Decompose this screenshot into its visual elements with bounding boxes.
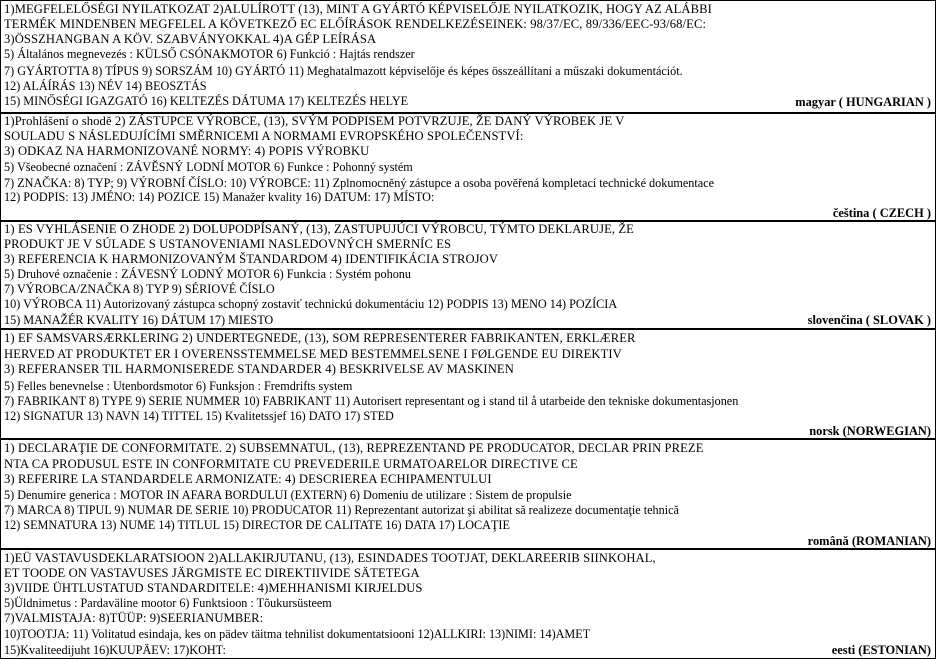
slovak-line-2: PRODUKT JE V SÚLADE S USTANOVENIAMI NASLEDOVNÝCH SMERNÍC ES bbox=[4, 237, 452, 251]
hungarian-line-2: TERMÉK MINDENBEN MEGFELEL A KÖVETKEZŐ EC ELŐÍRÁSOK RENDELKEZÉSEINEK: 98/37/EC, 89/336/EEC-93/68/EC: bbox=[4, 17, 707, 31]
norwegian-line-6: 12) SIGNATUR 13) NAVN 14) TITTEL 15) Kvalitetssjef 16) DATO 17) STED bbox=[4, 409, 394, 423]
language-label-slovak: slovenčina ( SLOVAK ) bbox=[807, 313, 931, 327]
slovak-line-1: 1) ES VYHLÁSENIE O ZHODE 2) DOLUPODPÍSANÝ, (13), ZASTUPUJÚCI VÝROBCU, TÝMTO DEKLARUJE, ŽE bbox=[4, 222, 634, 236]
estonian-line-2: ET TOODE ON VASTAVUSES JÄRGMISTE EC DIREKTIIVIDE SÄTETEGA bbox=[4, 566, 420, 580]
section-slovak bbox=[1, 220, 935, 328]
hungarian-line-3: 3)ÖSSZHANGBAN A KÖV. SZABVÁNYOKKAL 4)A GÉP LEÍRÁSA bbox=[4, 32, 377, 46]
section-estonian bbox=[1, 548, 935, 658]
estonian-line-6: 10)TOOTJA: 11) Volitatud esindaja, kes on pädev täitma tehnilist dokumentatsiooni 12)ALLKIRI: 13)NIMI: 14)AMET bbox=[4, 627, 591, 641]
slovak-line-3: 3) REFERENCIA K HARMONIZOVANÝM ŠTANDARDOM 4) IDENTIFIKÁCIA STROJOV bbox=[4, 252, 499, 266]
romanian-line-1: 1) DECLARAŢIE DE CONFORMITATE. 2) SUBSEMNATUL, (13), REPREZENTAND PE PRODUCATOR, DECLAR PRIN PREZE bbox=[4, 441, 704, 455]
language-label-hungarian: magyar ( HUNGARIAN ) bbox=[795, 95, 931, 109]
romanian-line-5: 7) MARCA 8) TIPUL 9) NUMAR DE SERIE 10) PRODUCATOR 11) Reprezentant autorizat şi abilitat să realizeze documentaţie tehnică bbox=[4, 503, 679, 517]
norwegian-line-5: 7) FABRIKANT 8) TYPE 9) SERIE NUMMER 10) FABRIKANT 11) Autorisert representant og i stand til å utarbeide den tekniske dokumentasjonen bbox=[4, 394, 739, 408]
czech-line-3: 3) ODKAZ NA HARMONIZOVANÉ NORMY: 4) POPIS VÝROBKU bbox=[4, 144, 370, 158]
romanian-line-4: 5) Denumire generica : MOTOR IN AFARA BORDULUI (EXTERN) 6) Domeniu de utilizare : Sistem de propulsie bbox=[4, 488, 572, 502]
hungarian-line-1: 1)MEGFELELŐSÉGI NYILATKOZAT 2)ALULÍROTT (13), MINT A GYÁRTÓ KÉPVISELŐJE NYILATKOZIK, HOGY AZ ALÁBBI bbox=[4, 2, 712, 16]
romanian-line-3: 3) REFERIRE LA STANDARDELE ARMONIZATE: 4) DESCRIEREA ECHIPAMENTULUI bbox=[4, 472, 492, 486]
estonian-line-7: 15)Kvaliteedijuht 16)KUUPÄEV: 17)KOHT: bbox=[4, 643, 226, 657]
section-hungarian bbox=[1, 1, 935, 112]
norwegian-line-2: HERVED AT PRODUKTET ER I OVERENSSTEMMELSE MED BESTEMMELSENE I FØLGENDE EU DIREKTIV bbox=[4, 347, 622, 361]
slovak-line-6: 10) VÝROBCA 11) Autorizovaný zástupca schopný zostaviť technickú dokumentáciu 12) PODPIS 13) MENO 14) POZÍCIA bbox=[4, 297, 618, 311]
section-czech bbox=[1, 112, 935, 220]
czech-line-2: SOULADU S NÁSLEDUJÍCÍMI SMĚRNICEMI A NORMAMI EVROPSKÉHO SPOLEČENSTVÍ: bbox=[4, 129, 524, 143]
hungarian-line-5: 7) GYÁRTOTTA 8) TÍPUS 9) SORSZÁM 10) GYÁRTÓ 11) Meghatalmazott képviselője és képes összeállítani a műszaki dokumentációt. bbox=[4, 64, 683, 78]
czech-line-4: 5) Všeobecné označení : ZÁVĚSNÝ LODNÍ MOTOR 6) Funkce : Pohonný systém bbox=[4, 160, 413, 174]
norwegian-line-1: 1) EF SAMSVARSÆRKLERING 2) UNDERTEGNEDE, (13), SOM REPRESENTERER FABRIKANTEN, ERKLÆRER bbox=[4, 331, 636, 345]
language-label-norwegian: norsk (NORWEGIAN) bbox=[809, 424, 931, 438]
estonian-line-3: 3)VIIDE ÜHTLUSTATUD STANDARDITELE: 4)MEHHANISMI KIRJELDUS bbox=[4, 581, 423, 595]
czech-line-1: 1)Prohlášení o shodě 2) ZÁSTUPCE VÝROBCE, (13), SVÝM PODPISEM POTVRZUJE, ŽE DANÝ VÝROBEK JE V bbox=[4, 114, 625, 128]
slovak-line-7: 15) MANAŽÉR KVALITY 16) DÁTUM 17) MIESTO bbox=[4, 313, 274, 327]
norwegian-line-3: 3) REFERANSER TIL HARMONISEREDE STANDARDER 4) BESKRIVELSE AV MASKINEN bbox=[4, 362, 514, 376]
slovak-line-4: 5) Druhové označenie : ZÁVESNÝ LODNÝ MOTOR 6) Funkcia : Systém pohonu bbox=[4, 267, 411, 281]
estonian-line-4: 5)Üldnimetus : Pardaväline mootor 6) Funktsioon : Tõukursüsteem bbox=[4, 596, 332, 610]
estonian-line-1: 1)EÜ VASTAVUSDEKLARATSIOON 2)ALLAKIRJUTANU, (13), ESINDADES TOOTJAT, DEKLAREERIB SIINKOHAL, bbox=[4, 551, 656, 565]
czech-line-5: 7) ZNAČKA: 8) TYP; 9) VÝROBNÍ ČÍSLO: 10) VÝROBCE: 11) Zplnomocněný zástupce a osoba pověřená kompletací technické dokumentace bbox=[4, 176, 715, 190]
section-norwegian bbox=[1, 328, 935, 438]
hungarian-line-6: 12) ALÁÍRÁS 13) NÉV 14) BEOSZTÁS bbox=[4, 79, 207, 93]
section-romanian bbox=[1, 438, 935, 548]
language-label-romanian: română (ROMANIAN) bbox=[807, 534, 931, 548]
norwegian-line-4: 5) Felles benevnelse : Utenbordsmotor 6) Funksjon : Fremdrifts system bbox=[4, 379, 353, 393]
czech-line-6: 12) PODPIS: 13) JMÉNO: 14) POZICE 15) Manažer kvality 16) DATUM: 17) MÍSTO: bbox=[4, 190, 435, 204]
romanian-line-2: NTA CA PRODUSUL ESTE IN CONFORMITATE CU PREVEDERILE URMATOARELOR DIRECTIVE CE bbox=[4, 457, 578, 471]
hungarian-line-4: 5) Általános megnevezés : KÜLSŐ CSÓNAKMOTOR 6) Funkció : Hajtás rendszer bbox=[4, 47, 415, 61]
estonian-line-5: 7)VALMISTAJA: 8)TÜÜP: 9)SEERIANUMBER: bbox=[4, 611, 264, 625]
language-label-czech: čeština ( CZECH ) bbox=[832, 206, 931, 220]
hungarian-line-7: 15) MINŐSÉGI IGAZGATÓ 16) KELTEZÉS DÁTUMA 17) KELTEZÉS HELYE bbox=[4, 94, 409, 108]
slovak-line-5: 7) VÝROBCA/ZNAČKA 8) TYP 9) SÉRIOVÉ ČÍSLO bbox=[4, 282, 275, 296]
romanian-line-6: 12) SEMNATURA 13) NUME 14) TITLUL 15) DIRECTOR DE CALITATE 16) DATA 17) LOCAŢIE bbox=[4, 518, 510, 532]
language-label-estonian: eesti (ESTONIAN) bbox=[831, 643, 931, 657]
